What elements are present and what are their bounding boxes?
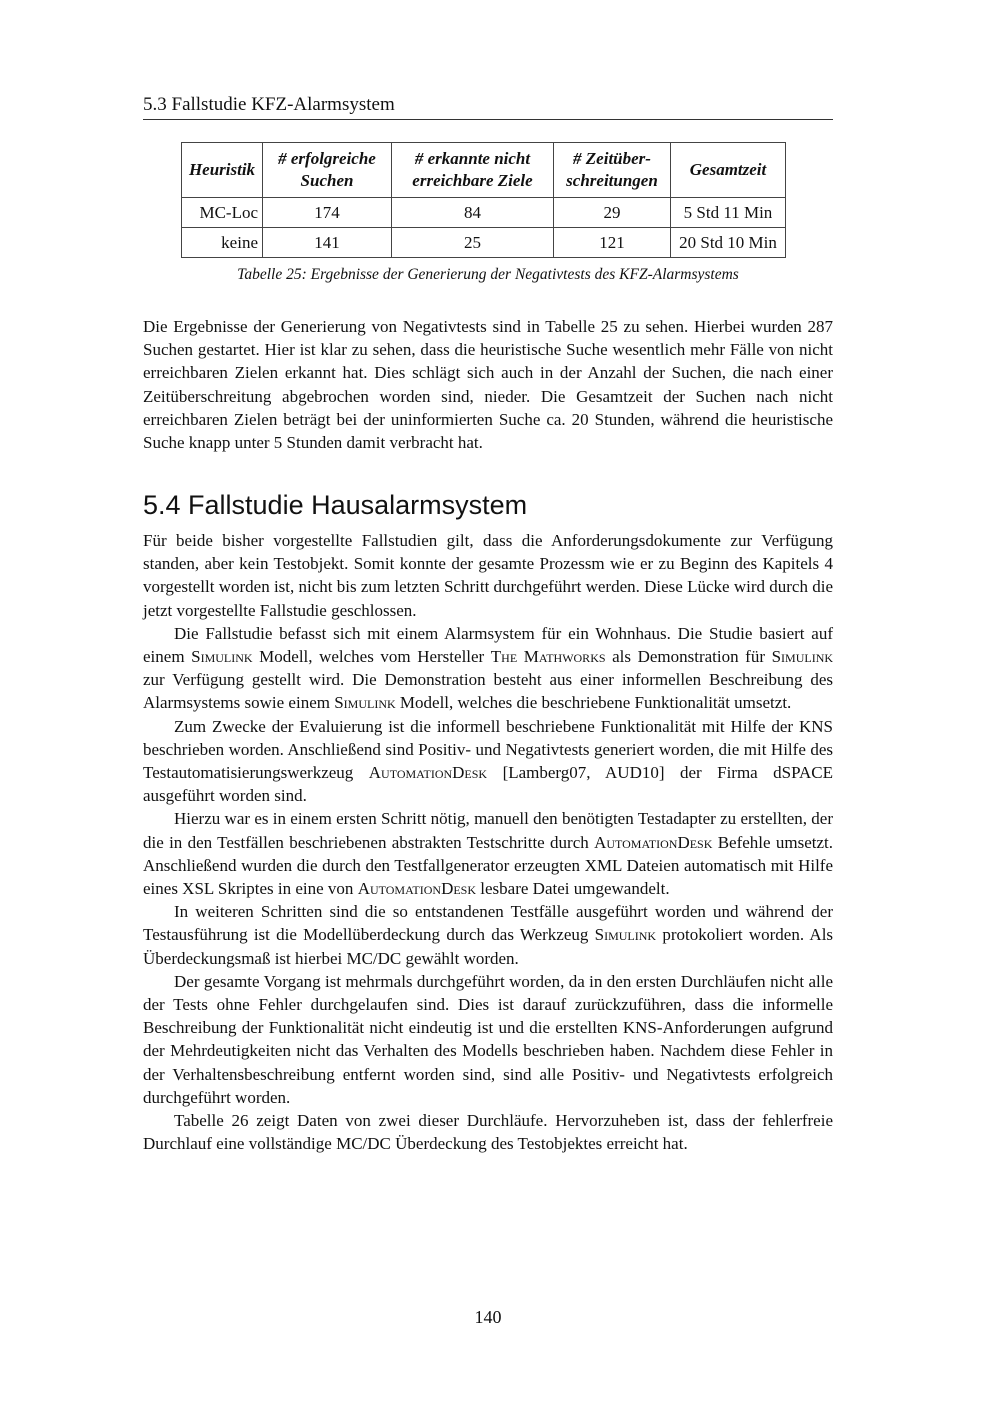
body-paragraph: Die Ergebnisse der Generierung von Negativtests sind in Tabelle 25 zu sehen. Hierbei wurden 287 Suchen gestartet. Hier ist klar zu sehen, dass die heuristische Suche wesentlich mehr Fälle von nicht erreichbaren Zielen erkannt hat. Dies schlägt sich auch in der Anzahl der Suchen, die nach einer Zeitüberschreitung abgebrochen worden sind, nieder. Die Gesamtzeit der Suchen nach nicht erreichbaren Zielen beträgt bei der uninformierten Suche ca. 20 Stunden, während die heuristische Suche knapp unter 5 Stunden damit verbracht hat. — [143, 317, 833, 453]
text-run: Hierzu war es in einem ersten Schritt nötig, manuell den benötigten Testadapter zu erstellten, der die in den Testfällen beschriebenen abstrakten Testschritte durch — [143, 809, 833, 852]
text-run: lesbare Datei umgewandelt. — [480, 879, 670, 899]
body-paragraph — [143, 715, 833, 808]
table-header-row — [182, 143, 786, 198]
section-5-3-body — [143, 315, 833, 454]
product-name: AutomationDesk — [594, 832, 713, 852]
body-paragraph — [143, 622, 833, 715]
table-cell: keine — [182, 228, 263, 258]
table-row — [182, 228, 786, 258]
body-paragraph — [143, 807, 833, 900]
body-paragraph — [143, 900, 833, 970]
text-run: Die Fallstudie befasst sich mit einem Alarmsystem für ein Wohnhaus. Die Studie basiert auf einem — [143, 623, 833, 667]
text-run: Modell, welches vom Hersteller — [259, 647, 485, 667]
running-head: 5.3 Fallstudie KFZ-Alarmsystem — [143, 93, 833, 120]
results-table — [181, 142, 786, 258]
table-row — [182, 198, 786, 228]
table-header-cell: # erfolgreiche Suchen — [263, 143, 392, 198]
table-cell: 20 Std 10 Min — [671, 228, 786, 258]
text-run: zur Verfügung gestellt wird. Die Demonstration besteht aus einer informellen Beschreibung des Alarmsystems sowie einem — [143, 670, 833, 713]
text-run: als Demonstration für — [612, 647, 765, 667]
table-header-cell: # Zeitüber- schreitungen — [554, 143, 671, 198]
product-name: AutomationDesk — [368, 763, 488, 783]
table-cell: 5 Std 11 Min — [671, 198, 786, 228]
table-cell: 25 — [392, 228, 554, 258]
product-name: Simulink — [594, 925, 657, 945]
text-run: In weiteren Schritten sind die so entstandenen Testfälle ausgeführt worden und während der Testausführung ist die Modellüberdeckung durch das Werkzeug — [143, 902, 833, 945]
product-name: AutomationDesk — [357, 879, 477, 899]
section-heading: 5.4 Fallstudie Hausalarmsystem — [143, 490, 528, 520]
text-run: Befehle umsetzt. Anschließend wurden die durch den Testfallgenerator erzeugten XML Dateien automatisch mit Hilfe eines XSL Skriptes in eine von — [143, 832, 834, 899]
table-header-cell: # erkannte nicht erreichbare Ziele — [392, 143, 554, 198]
table-caption: Tabelle 25: Ergebnisse der Generierung der Negativtests des KFZ-Alarmsystems — [237, 266, 739, 283]
table-cell: 121 — [554, 228, 671, 258]
table-cell: 174 — [263, 198, 392, 228]
table-header-cell: Gesamtzeit — [671, 143, 786, 198]
body-paragraph: Der gesamte Vorgang ist mehrmals durchgeführt worden, da in den ersten Durchläufen nicht alle der Tests ohne Fehler durchgelaufen sind. Dies ist darauf zurückzuführen, dass die informelle Beschreibung der Funktionalität nicht eindeutig ist und die erstellten KNS-Anforderungen aufgrund der Mehrdeutigkeiten nicht das Verhalten des Modells beschrieben haben. Nachdem diese Fehler in der Verhaltensbeschreibung entfernt worden sind, sind alle Positiv- und Negativtests erfolgreich durchgeführt worden. — [143, 971, 833, 1107]
text-run: Zum Zwecke der Evaluierung ist die informell beschriebene Funktionalität mit Hilfe der KNS beschrieben worden. Anschließend sind Positiv- und Negativtests generiert worden, die mit Hilfe des Testautomatisierungswerkzeug — [143, 716, 833, 783]
table-cell: MC-Loc — [182, 198, 263, 228]
text-run: [Lamberg07, AUD10] der Firma dSPACE ausgeführt worden sind. — [143, 763, 834, 806]
table-cell: 141 — [263, 228, 392, 258]
table-header-cell: Heuristik — [182, 143, 263, 198]
vendor-name: The Mathworks — [490, 647, 606, 667]
product-name: Simulink — [191, 647, 253, 667]
page-number: 140 — [474, 1307, 502, 1327]
section-5-4-body — [143, 529, 833, 1155]
product-name: Simulink — [334, 693, 396, 713]
table-cell: 84 — [392, 198, 554, 228]
text-run: Modell, welches die beschriebene Funktionalität umsetzt. — [399, 693, 792, 713]
body-paragraph: Für beide bisher vorgestellte Fallstudien gilt, dass die Anforderungsdokumente zur Verfügung standen, aber kein Testobjekt. Somit konnte der gesamte Prozessm wie er zu Beginn des Kapitels 4 vorgestellt worden ist, nicht bis zum letzten Schritt durchgeführt werden. Diese Lücke wird durch die jetzt vorgestellte Fallstudie geschlossen. — [143, 531, 833, 620]
text-run: protokoliert worden. Als Überdeckungsmaß ist hierbei MC/DC gewählt worden. — [143, 925, 834, 968]
table-cell: 29 — [554, 198, 671, 228]
body-paragraph: Tabelle 26 zeigt Daten von zwei dieser Durchläufe. Hervorzuheben ist, dass der fehlerfreie Durchlauf eine vollständige MC/DC Überdeckung des Testobjektes erreicht hat. — [143, 1111, 833, 1154]
product-name: Simulink — [771, 647, 834, 667]
